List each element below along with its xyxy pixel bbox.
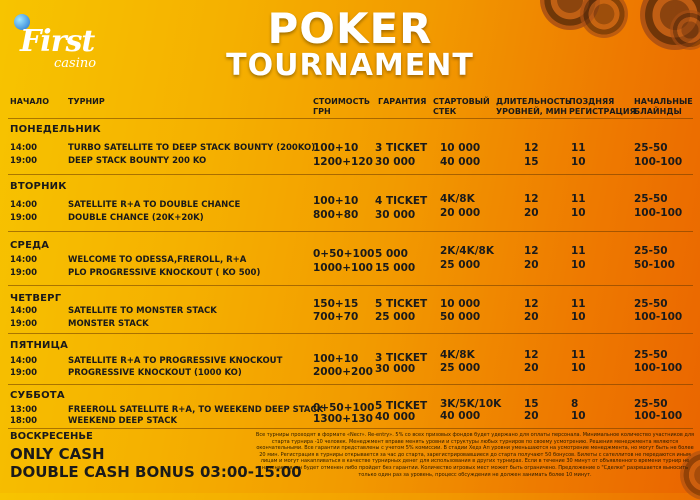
late-registration: 10 xyxy=(571,362,586,374)
cost: 100+10 xyxy=(313,353,359,365)
late-registration: 10 xyxy=(571,311,586,323)
header-levels: ДЛИТЕЛЬНОСТЬ УРОВНЕЙ, МИН xyxy=(496,97,572,116)
time: 19:00 xyxy=(10,268,38,278)
blinds: 25-50 xyxy=(634,193,668,205)
tournament-name: SATELLITE R+A TO DOUBLE CHANCE xyxy=(68,200,241,210)
sunday-only-cash: ONLY CASH xyxy=(10,445,105,463)
time: 19:00 xyxy=(10,156,38,166)
time: 14:00 xyxy=(10,255,38,265)
divider xyxy=(8,118,693,119)
stack: 3K/5K/10K xyxy=(440,398,502,410)
level-duration: 12 xyxy=(524,142,539,154)
cost: 100+10 xyxy=(313,142,359,154)
day-sunday: ВОСКРЕСЕНЬЕ xyxy=(10,431,93,442)
divider xyxy=(8,333,693,334)
header-start: НАЧАЛО xyxy=(10,97,49,106)
tournament-name: TURBO SATELLITE TO DEEP STACK BOUNTY (200KO) xyxy=(68,143,316,153)
level-duration: 20 xyxy=(524,207,539,219)
cost: 1200+120 xyxy=(313,156,373,168)
page-subtitle: TOURNAMENT xyxy=(226,48,474,83)
divider xyxy=(8,428,693,429)
header-blinds: НАЧАЛЬНЫЕ БЛАЙНДЫ xyxy=(634,97,693,116)
blinds: 25-50 xyxy=(634,398,668,410)
header-tournament: ТУРНИР xyxy=(68,97,105,106)
late-registration: 10 xyxy=(571,156,586,168)
tournament-name: SATELLITE TO MONSTER STACK xyxy=(68,306,217,316)
stack: 2K/4K/8K xyxy=(440,245,494,257)
guarantee: 4 TICKET xyxy=(375,195,428,207)
tournament-name: PROGRESSIVE KNOCKOUT (1000 KO) xyxy=(68,368,242,378)
guarantee: 25 000 xyxy=(375,311,416,323)
stack: 10 000 xyxy=(440,142,481,154)
level-duration: 12 xyxy=(524,245,539,257)
guarantee: 15 000 xyxy=(375,262,416,274)
cost: 100+10 xyxy=(313,195,359,207)
late-registration: 10 xyxy=(571,207,586,219)
logo-sub: casino xyxy=(54,56,97,71)
fine-print: Все турниры проходят в формате «Necr». Re-entry». 5% со всех призовых фондов будет удержано для оплаты персонала. Минимальное количество участников для старта турнира -10 человек. Менеджмент вправе менять уровни и структуры любых турниров по своему усмотрению. Решения менеджмента являются окончательными. Все гарантии представлены с учетом 5% комиссии. В стадии Хедз Ап уровни уменьшаются на усмотрение менеджмента, но могут быть не более 20 мин. Регистрация в турниры открывается за час до старта, зарегистрировавшиеся до старта получают 50 бонусов. Билеты с сателлитов не передаются иным лицам и могут накапливаться в качестве турнирных денег для использования в других турнирах. Если в течение 30 минут от объявленного времени турнир не начинается, он будет отменен либо пройдет без гарантии. Количество игровых мест может быть ограничено. Предложение о "Сделке" разрешается выносить только один раз за уровень, процесс обсуждения не должен занимать более 10 минут. xyxy=(255,432,695,478)
level-duration: 20 xyxy=(524,410,539,422)
blinds: 100-100 xyxy=(634,311,683,323)
cost: 2000+200 xyxy=(313,366,373,378)
page-title: POKER xyxy=(267,4,433,53)
blinds: 25-50 xyxy=(634,245,668,257)
time: 19:00 xyxy=(10,213,38,223)
tournament-name: FREEROLL SATELLITE R+A, TO WEEKEND DEEP STACK xyxy=(68,405,324,415)
day-wednesday: СРЕДА xyxy=(10,240,50,251)
level-duration: 20 xyxy=(524,362,539,374)
tournament-name: WELCOME TO ODESSA,FREROLL, R+A xyxy=(68,255,247,265)
time: 14:00 xyxy=(10,356,38,366)
level-duration: 20 xyxy=(524,259,539,271)
level-duration: 12 xyxy=(524,349,539,361)
guarantee: 30 000 xyxy=(375,363,416,375)
day-friday: ПЯТНИЦА xyxy=(10,340,69,351)
guarantee: 30 000 xyxy=(375,156,416,168)
day-monday: ПОНЕДЕЛЬНИК xyxy=(10,124,101,135)
time: 19:00 xyxy=(10,319,38,329)
blinds: 25-50 xyxy=(634,298,668,310)
guarantee: 3 TICKET xyxy=(375,142,428,154)
header-cost: СТОИМОСТЬ ГРН xyxy=(313,97,371,116)
divider xyxy=(8,384,693,385)
stack: 40 000 xyxy=(440,410,481,422)
cost: 800+80 xyxy=(313,209,359,221)
tournament-name: WEEKEND DEEP STACK xyxy=(68,416,178,426)
day-tuesday: ВТОРНИК xyxy=(10,181,67,192)
stack: 40 000 xyxy=(440,156,481,168)
stack: 20 000 xyxy=(440,207,481,219)
late-registration: 10 xyxy=(571,410,586,422)
tournament-name: SATELLITE R+A TO PROGRESSIVE KNOCKOUT xyxy=(68,356,283,366)
cost: 1300+130 xyxy=(313,413,373,425)
divider xyxy=(8,174,693,175)
guarantee: 40 000 xyxy=(375,411,416,423)
late-registration: 8 xyxy=(571,398,579,410)
tournament-name: PLO PROGRESSIVE KNOCKOUT ( KO 500) xyxy=(68,268,261,278)
late-registration: 11 xyxy=(571,349,586,361)
stack: 10 000 xyxy=(440,298,481,310)
late-registration: 11 xyxy=(571,245,586,257)
cost: 700+70 xyxy=(313,311,359,323)
sunday-cash-bonus: DOUBLE CASH BONUS 03:00-15:00 xyxy=(10,463,302,481)
header-late-reg: ПОЗДНЯЯ РЕГИСТРАЦИЯ xyxy=(569,97,636,116)
late-registration: 11 xyxy=(571,142,586,154)
divider xyxy=(8,231,693,232)
cost: 0+50+100 xyxy=(313,402,375,414)
guarantee: 3 TICKET xyxy=(375,352,428,364)
guarantee: 30 000 xyxy=(375,209,416,221)
blinds: 100-100 xyxy=(634,362,683,374)
logo-brand: First xyxy=(20,24,95,59)
stack: 4K/8K xyxy=(440,193,475,205)
blinds: 100-100 xyxy=(634,156,683,168)
cost: 1000+100 xyxy=(313,262,373,274)
blinds: 25-50 xyxy=(634,349,668,361)
time: 14:00 xyxy=(10,143,38,153)
blinds: 100-100 xyxy=(634,207,683,219)
blinds: 100-100 xyxy=(634,410,683,422)
late-registration: 11 xyxy=(571,193,586,205)
level-duration: 15 xyxy=(524,398,539,410)
tournament-name: DEEP STACK BOUNTY 200 KO xyxy=(68,156,207,166)
cost: 150+15 xyxy=(313,298,359,310)
stack: 25 000 xyxy=(440,362,481,374)
late-registration: 10 xyxy=(571,259,586,271)
level-duration: 12 xyxy=(524,298,539,310)
stack: 50 000 xyxy=(440,311,481,323)
stack: 25 000 xyxy=(440,259,481,271)
level-duration: 12 xyxy=(524,193,539,205)
time: 19:00 xyxy=(10,368,38,378)
header-guarantee: ГАРАНТИЯ xyxy=(378,97,427,106)
guarantee: 5 TICKET xyxy=(375,400,428,412)
time: 14:00 xyxy=(10,200,38,210)
level-duration: 15 xyxy=(524,156,539,168)
time: 14:00 xyxy=(10,306,38,316)
day-thursday: ЧЕТВЕРГ xyxy=(10,293,62,304)
blinds: 50-100 xyxy=(634,259,675,271)
time: 18:00 xyxy=(10,416,38,426)
tournament-name: MONSTER STACK xyxy=(68,319,149,329)
time: 13:00 xyxy=(10,405,38,415)
late-registration: 11 xyxy=(571,298,586,310)
divider xyxy=(8,285,693,286)
level-duration: 20 xyxy=(524,311,539,323)
cost: 0+50+100 xyxy=(313,248,375,260)
guarantee: 5 000 xyxy=(375,248,408,260)
tournament-name: DOUBLE CHANCE (20K+20K) xyxy=(68,213,204,223)
header-stack: СТАРТОВЫЙ СТЕК xyxy=(433,97,490,116)
day-saturday: СУББОТА xyxy=(10,390,65,401)
guarantee: 5 TICKET xyxy=(375,298,428,310)
stack: 4K/8K xyxy=(440,349,475,361)
blinds: 25-50 xyxy=(634,142,668,154)
